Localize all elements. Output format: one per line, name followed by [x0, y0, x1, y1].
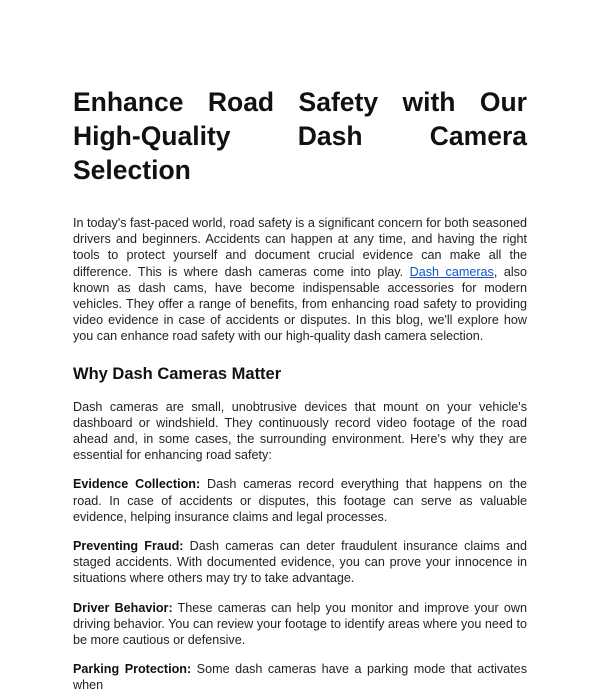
section-heading: Why Dash Cameras Matter	[73, 364, 282, 383]
benefit-item-parking-protection	[73, 661, 527, 693]
benefit-label: Evidence Collection:	[73, 477, 201, 492]
benefit-item-preventing-fraud	[73, 538, 527, 587]
benefit-text: Some dash cameras have a parking mode that activates when	[73, 662, 527, 693]
title-line-1: Enhance Road Safety with Our	[73, 87, 527, 117]
document-content	[73, 85, 527, 694]
page-title	[73, 85, 527, 187]
intro-text-after-link: , also known as dash cams, have become indispensable accessories for modern vehicles. They offer a range of benefits, from enhancing road safety to providing video evidence in case of accidents or disputes. In this blog, we'll explore how you can enhance road safety with our high-quality dash camera selection.	[73, 264, 527, 344]
dash-cameras-link[interactable]: Dash cameras	[409, 264, 494, 279]
intro-paragraph	[73, 215, 527, 345]
benefit-item-evidence-collection	[73, 476, 527, 525]
title-line-2: High-Quality Dash Camera Selection	[73, 121, 527, 185]
benefit-text: Dash cameras record everything that happens on the road. In case of accidents or disputes, this footage can serve as valuable evidence, helping insurance claims and legal processes.	[73, 477, 527, 524]
benefit-item-driver-behavior	[73, 600, 527, 649]
benefit-label: Parking Protection:	[73, 662, 192, 677]
benefit-label: Preventing Fraud:	[73, 539, 184, 554]
section-intro-paragraph: Dash cameras are small, unobtrusive devices that mount on your vehicle's dashboard or windshield. They continuously record video footage of the road ahead and, in some cases, the surrounding environment. Here's why they are essential for enhancing road safety:	[73, 399, 527, 463]
benefit-text: These cameras can help you monitor and improve your own driving behavior. You can review your footage to identify areas where you need to be more cautious or defensive.	[73, 600, 527, 648]
benefit-text: Dash cameras can deter fraudulent insurance claims and staged accidents. With documented evidence, you can prove your innocence in situations where others may try to take advantage.	[73, 539, 527, 586]
intro-text-before-link: In today's fast-paced world, road safety is a significant concern for both seasoned drivers and beginners. Accidents can happen at any time, and having the right tools to protect yourself and document crucial evidence can make all the difference. This is where dash cameras come into play.	[73, 216, 527, 279]
benefit-label: Driver Behavior:	[73, 600, 173, 615]
